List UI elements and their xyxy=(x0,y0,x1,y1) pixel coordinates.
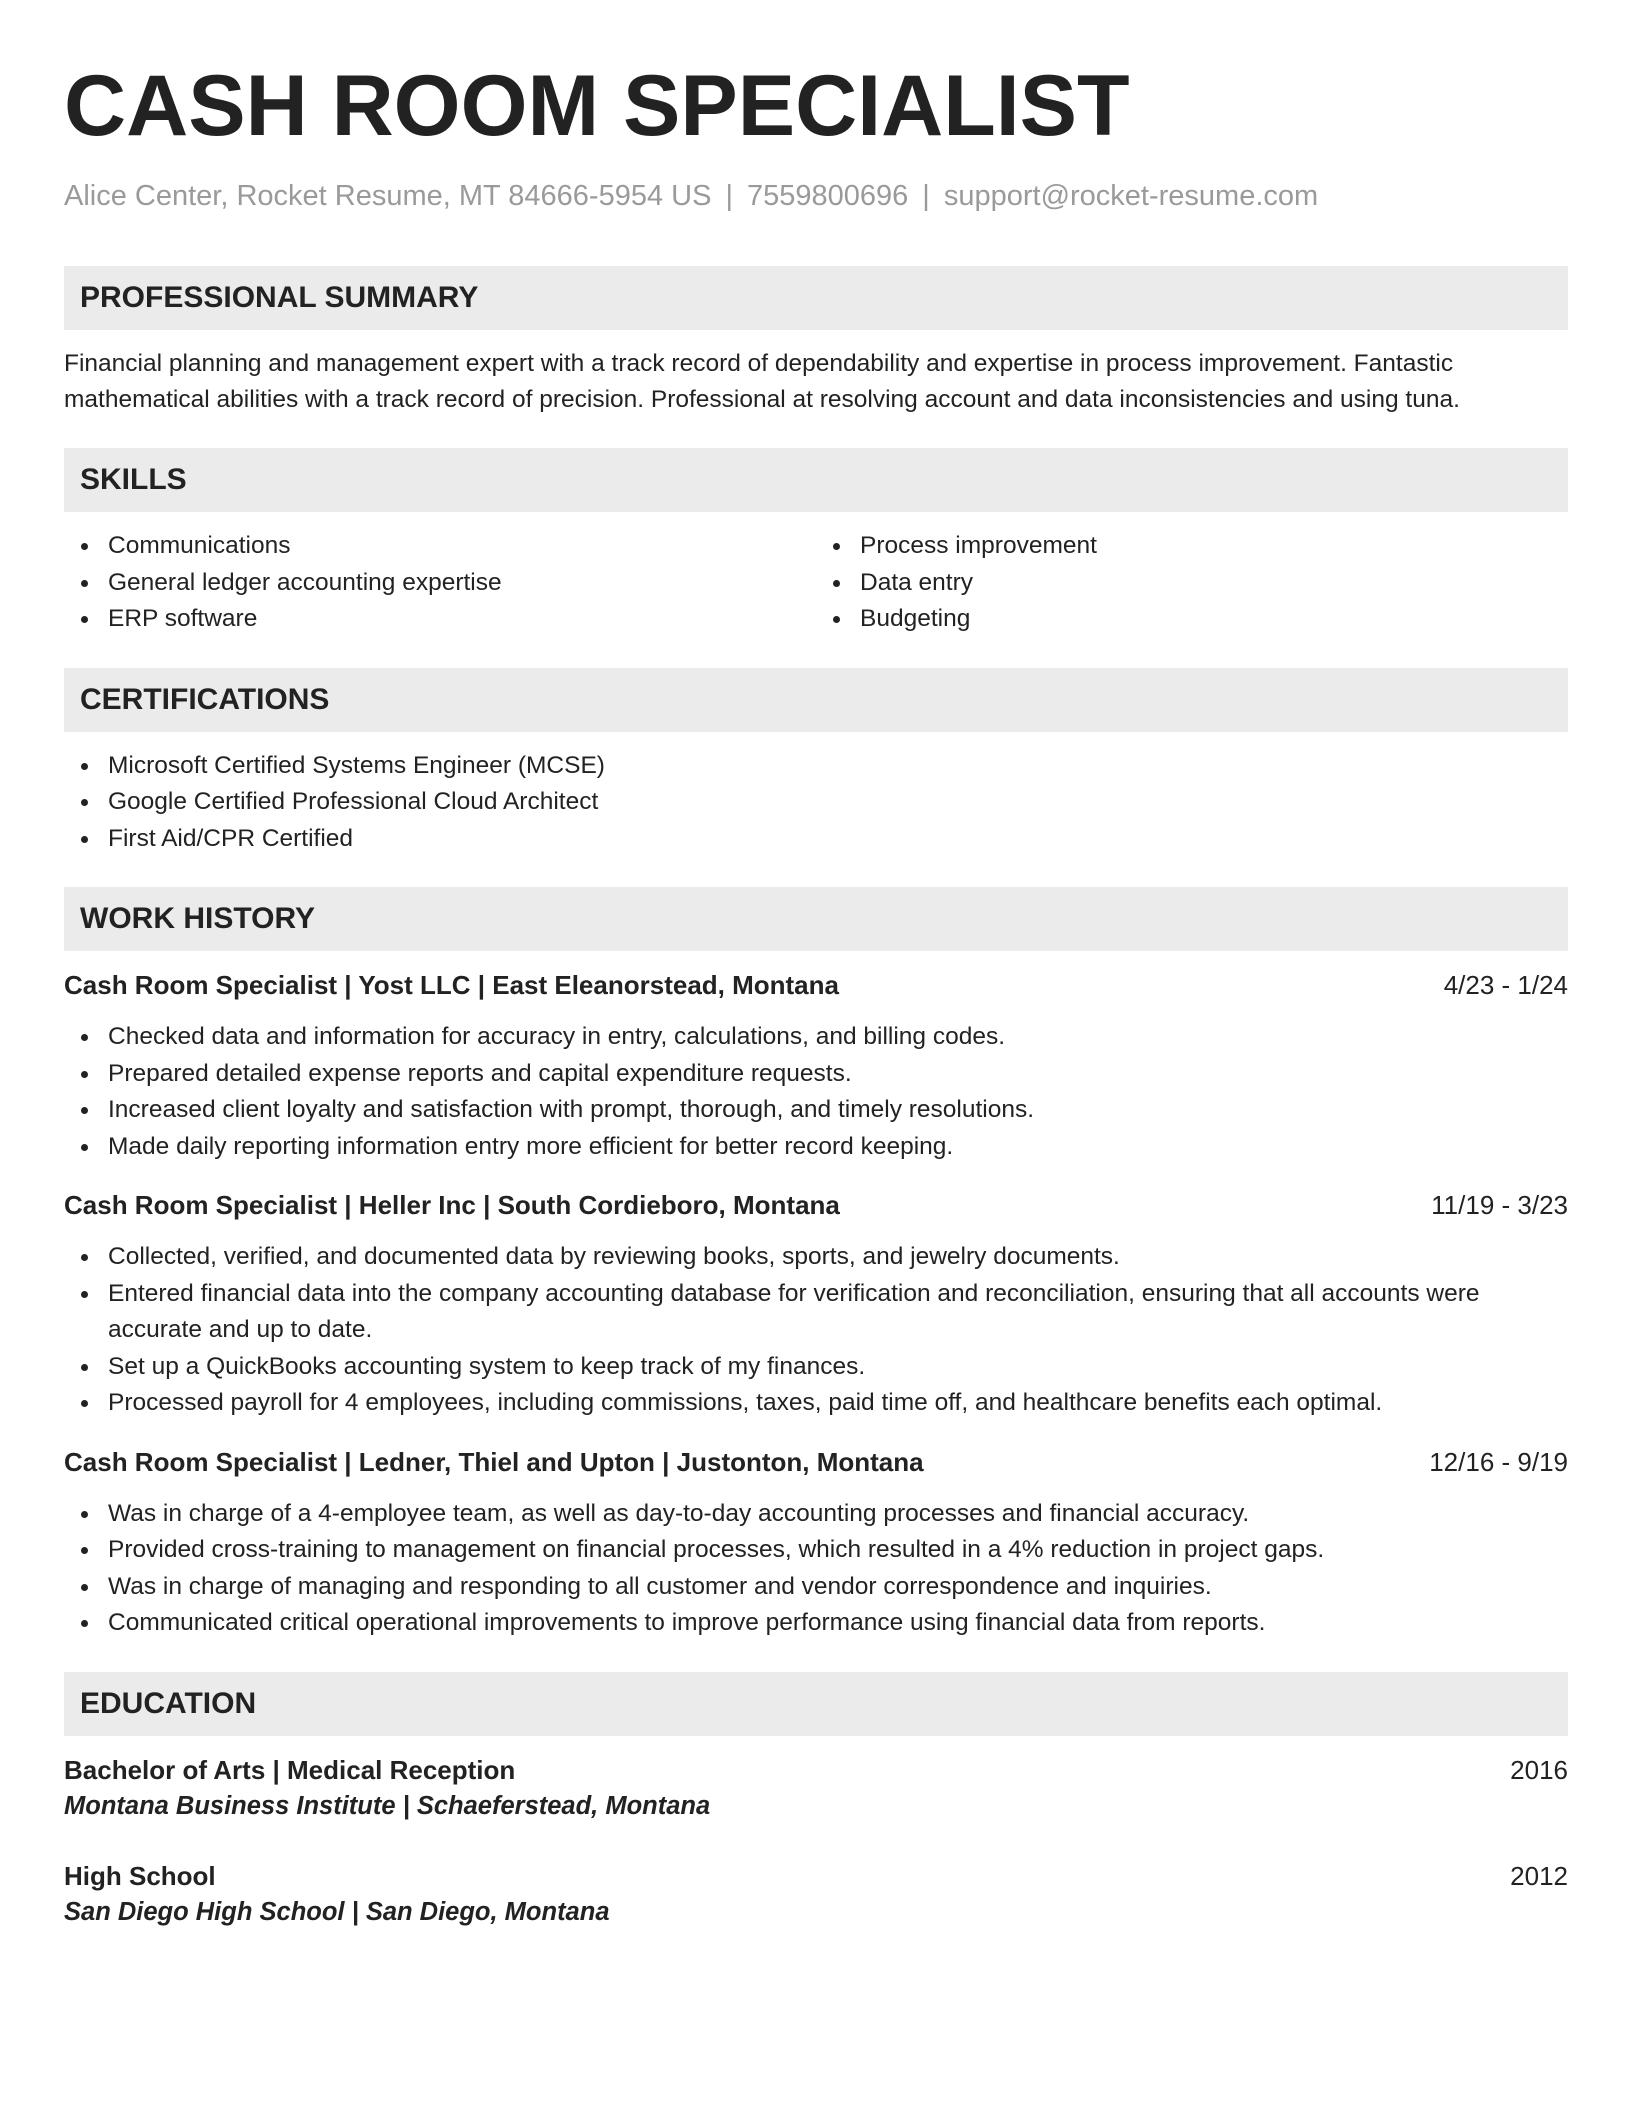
work-history-section-header: WORK HISTORY xyxy=(64,887,1568,951)
certifications-section xyxy=(64,668,1568,858)
certification-item: Microsoft Certified Systems Engineer (MCSE) xyxy=(108,748,1568,785)
certifications-section-header: CERTIFICATIONS xyxy=(64,668,1568,732)
contact-separator: | xyxy=(725,180,733,212)
skills-grid xyxy=(64,512,1568,638)
skill-item: Communications xyxy=(108,528,816,565)
job-entry xyxy=(64,1444,1568,1642)
contact-phone[interactable]: 7559800696 xyxy=(747,180,909,212)
education-heading-row xyxy=(64,1858,1568,1894)
skills-section xyxy=(64,448,1568,638)
education-year: 2016 xyxy=(1510,1754,1568,1785)
job-entry xyxy=(64,1187,1568,1422)
summary-section-header: PROFESSIONAL SUMMARY xyxy=(64,266,1568,330)
job-bullets xyxy=(64,1239,1568,1422)
skill-item: General ledger accounting expertise xyxy=(108,565,816,602)
skill-item: ERP software xyxy=(108,601,816,638)
certification-item: First Aid/CPR Certified xyxy=(108,821,1568,858)
summary-text: Financial planning and management expert with a track record of dependability and expertise in process improvement. Fantastic mathematical abilities with a track record of precision. Professional at resolving account and data inconsistencies and using tuna. xyxy=(64,350,1460,413)
job-title: Cash Room Specialist | Heller Inc | South Cordieboro, Montana xyxy=(64,1190,840,1220)
skills-list-left xyxy=(64,528,816,638)
contact-separator: | xyxy=(922,180,930,212)
job-bullet: Set up a QuickBooks accounting system to keep track of my finances. xyxy=(108,1349,1568,1386)
job-bullet: Prepared detailed expense reports and capital expenditure requests. xyxy=(108,1056,1568,1093)
job-bullet: Communicated critical operational improvements to improve performance using financial data from reports. xyxy=(108,1605,1568,1642)
job-heading-row xyxy=(64,1444,1568,1480)
education-entry xyxy=(64,1858,1568,1930)
education-section-header: EDUCATION xyxy=(64,1672,1568,1736)
education-year: 2012 xyxy=(1510,1860,1568,1891)
job-heading-row xyxy=(64,1187,1568,1223)
job-bullet: Increased client loyalty and satisfaction with prompt, thorough, and timely resolutions. xyxy=(108,1092,1568,1129)
summary-section xyxy=(64,266,1568,418)
job-dates: 12/16 - 9/19 xyxy=(1429,1446,1568,1477)
job-bullet: Was in charge of a 4-employee team, as well as day-to-day accounting processes and financial accuracy. xyxy=(108,1496,1568,1533)
education-school: Montana Business Institute | Schaeferstead, Montana xyxy=(64,1791,711,1820)
education-degree: High School xyxy=(64,1860,216,1891)
contact-address: Alice Center, Rocket Resume, MT 84666-5954 US xyxy=(64,180,712,212)
job-title: Cash Room Specialist | Ledner, Thiel and Upton | Justonton, Montana xyxy=(64,1446,924,1477)
work-history-section xyxy=(64,887,1568,1642)
skill-item: Data entry xyxy=(860,565,1568,602)
education-school: San Diego High School | San Diego, Montana xyxy=(64,1897,610,1926)
skills-section-header: SKILLS xyxy=(64,448,1568,512)
skills-list-right xyxy=(816,528,1568,638)
job-title: Cash Room Specialist | Yost LLC | East Eleanorstead, Montana xyxy=(64,970,839,1000)
job-bullet: Checked data and information for accuracy in entry, calculations, and billing codes. xyxy=(108,1019,1568,1056)
education-entry xyxy=(64,1752,1568,1824)
job-bullets xyxy=(64,1019,1568,1165)
education-heading-row xyxy=(64,1752,1568,1788)
job-entry xyxy=(64,967,1568,1165)
job-dates: 4/23 - 1/24 xyxy=(1443,970,1568,1000)
resume-name-heading: CASH ROOM SPECIALIST xyxy=(64,58,1130,154)
job-bullets xyxy=(64,1496,1568,1642)
contact-line xyxy=(64,178,1568,214)
job-bullet: Processed payroll for 4 employees, including commissions, taxes, paid time off, and healthcare benefits each optimal. xyxy=(108,1385,1568,1422)
job-bullet: Provided cross-training to management on financial processes, which resulted in a 4% reduction in project gaps. xyxy=(108,1532,1568,1569)
education-degree: Bachelor of Arts | Medical Reception xyxy=(64,1754,516,1785)
job-heading-row xyxy=(64,967,1568,1003)
job-bullet: Entered financial data into the company accounting database for verification and reconciliation, ensuring that all accounts were accurate and up to date. xyxy=(108,1276,1568,1349)
skill-item: Process improvement xyxy=(860,528,1568,565)
skill-item: Budgeting xyxy=(860,601,1568,638)
certifications-list xyxy=(64,748,1568,858)
contact-email[interactable]: support@rocket-resume.com xyxy=(943,180,1319,212)
certification-item: Google Certified Professional Cloud Architect xyxy=(108,784,1568,821)
job-bullet: Collected, verified, and documented data by reviewing books, sports, and jewelry documents. xyxy=(108,1239,1568,1276)
job-bullet: Made daily reporting information entry more efficient for better record keeping. xyxy=(108,1129,1568,1166)
job-bullet: Was in charge of managing and responding to all customer and vendor correspondence and inquiries. xyxy=(108,1569,1568,1606)
job-dates: 11/19 - 3/23 xyxy=(1431,1190,1568,1220)
education-section xyxy=(64,1672,1568,1930)
